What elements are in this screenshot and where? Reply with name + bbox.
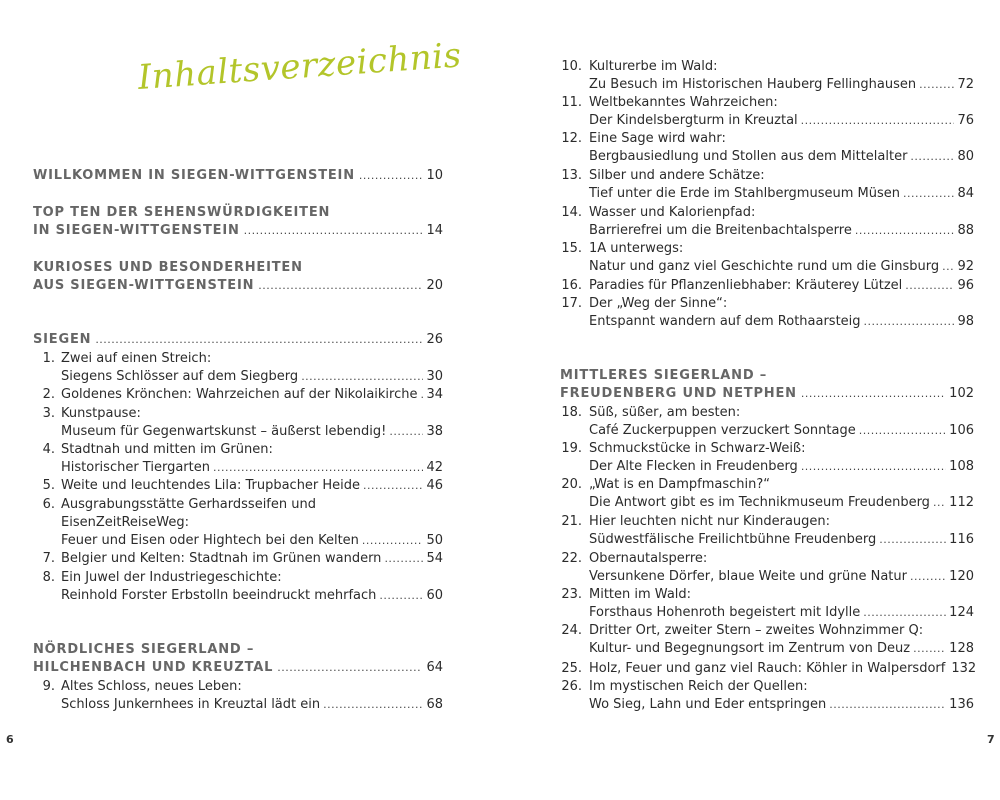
toc-entry	[560, 130, 974, 166]
entry-title: Süß, süßer, am besten:	[589, 405, 741, 420]
toc-entry	[560, 622, 974, 658]
entry-title: Mitten im Wald:	[589, 587, 692, 602]
page-number: 76	[957, 113, 974, 128]
page-number: 80	[957, 149, 974, 164]
entry-title: Eine Sage wird wahr:	[589, 131, 726, 146]
entry-subtitle: Barrierefrei um die Breitenbachtalsperre	[589, 223, 852, 238]
toc-entry	[560, 476, 974, 512]
entry-number: 21.	[561, 514, 582, 529]
entry-number: 24.	[561, 623, 582, 638]
entry-number: 12.	[561, 131, 582, 146]
page-number: 112	[949, 495, 974, 510]
section-heading	[33, 641, 443, 677]
entry-subtitle: Siegens Schlösser auf dem Siegberg	[61, 369, 299, 384]
entry-title: Weltbekanntes Wahrzeichen:	[589, 95, 778, 110]
entry-title: Goldenes Krönchen: Wahrzeichen auf der Nikolaikirche	[61, 387, 418, 402]
page-number-left: 6	[6, 733, 14, 746]
heading-text: IN SIEGEN-WITTGENSTEIN	[33, 223, 240, 238]
entry-subtitle: Bergbausiedlung und Stollen aus dem Mittelalter	[589, 149, 908, 164]
entry-subtitle: Natur und ganz viel Geschichte rund um die Ginsburg	[589, 259, 940, 274]
toc-entry	[33, 386, 443, 404]
page-number: 88	[957, 223, 974, 238]
entry-title: Belgier und Kelten: Stadtnah im Grünen wandern	[61, 551, 382, 566]
entry-subtitle: Der Alte Flecken in Freudenberg	[589, 459, 798, 474]
toc-entry	[33, 569, 443, 605]
entry-subtitle: Wo Sieg, Lahn und Eder entspringen	[589, 697, 827, 712]
page-number: 64	[426, 660, 443, 675]
page-number: 30	[426, 369, 443, 384]
heading-text: HILCHENBACH UND KREUZTAL	[33, 660, 274, 675]
entry-number: 1.	[42, 351, 55, 366]
page-number: 128	[949, 641, 974, 656]
heading-text: SIEGEN	[33, 332, 92, 347]
entry-number: 17.	[561, 296, 582, 311]
entry-title: Wasser und Kalorienpfad:	[589, 205, 756, 220]
page-number: 124	[949, 605, 974, 620]
toc-entry	[33, 550, 443, 568]
entry-title: Kunstpause:	[61, 406, 141, 421]
entry-title: Der „Weg der Sinne“:	[589, 296, 728, 311]
toc-entry	[560, 513, 974, 549]
dotted-separator	[33, 318, 445, 324]
heading-text: TOP TEN DER SEHENSWÜRDIGKEITEN	[33, 205, 331, 220]
entry-title: Zwei auf einen Streich:	[61, 351, 212, 366]
page-number: 42	[426, 460, 443, 475]
entry-subtitle: Historischer Tiergarten	[61, 460, 210, 475]
toc-entry	[33, 678, 443, 714]
entry-number: 5.	[42, 478, 55, 493]
toc-entry	[33, 496, 443, 550]
entry-subtitle: Zu Besuch im Historischen Hauberg Fellinghausen	[589, 77, 917, 92]
heading-text: NÖRDLICHES SIEGERLAND –	[33, 642, 255, 657]
entry-title: Weite und leuchtendes Lila: Trupbacher Heide	[61, 478, 361, 493]
page-number: 84	[957, 186, 974, 201]
toc-entry	[560, 586, 974, 622]
entry-number: 18.	[561, 405, 582, 420]
toc-entry	[560, 58, 974, 94]
page-number: 46	[426, 478, 443, 493]
entry-subtitle: Die Antwort gibt es im Technikmuseum Freudenberg	[589, 495, 930, 510]
heading-text: AUS SIEGEN-WITTGENSTEIN	[33, 278, 255, 293]
entry-number: 26.	[561, 679, 582, 694]
entry-number: 13.	[561, 168, 582, 183]
toc-entry	[33, 405, 443, 441]
heading-text: MITTLERES SIEGERLAND –	[560, 368, 768, 383]
entry-number: 16.	[561, 278, 582, 293]
section-heading	[560, 367, 974, 403]
entry-title: 1A unterwegs:	[589, 241, 684, 256]
section-heading	[33, 204, 443, 240]
entry-number: 4.	[42, 442, 55, 457]
page-number: 72	[957, 77, 974, 92]
page-number: 116	[949, 532, 974, 547]
section-heading	[33, 259, 443, 295]
page-number: 136	[949, 697, 974, 712]
entry-number: 19.	[561, 441, 582, 456]
toc-entry	[33, 477, 443, 495]
page-number: 60	[426, 588, 443, 603]
entry-number: 6.	[42, 497, 55, 512]
entry-number: 14.	[561, 205, 582, 220]
page-number: 68	[426, 697, 443, 712]
section-heading	[33, 167, 443, 185]
page-number: 26	[426, 332, 443, 347]
entry-title: Hier leuchten nicht nur Kinderaugen:	[589, 514, 831, 529]
entry-subtitle: Reinhold Forster Erbstolln beeindruckt mehrfach	[61, 588, 377, 603]
page-number: 92	[957, 259, 974, 274]
entry-title: Paradies für Pflanzenliebhaber: Kräuterey Lützel	[589, 278, 903, 293]
toc-title: Inhaltsverzeichnis	[136, 35, 463, 98]
entry-subtitle: Café Zuckerpuppen verzuckert Sonntage	[589, 423, 856, 438]
toc-entry	[560, 295, 974, 331]
entry-number: 9.	[42, 679, 55, 694]
page-number: 102	[949, 386, 974, 401]
entry-subtitle: Forsthaus Hohenroth begeistert mit Idylle	[589, 605, 861, 620]
entry-title: EisenZeitReiseWeg:	[61, 515, 190, 530]
page-number: 14	[426, 223, 443, 238]
entry-subtitle: Schloss Junkernhees in Kreuztal lädt ein	[61, 697, 321, 712]
entry-title: Altes Schloss, neues Leben:	[61, 679, 242, 694]
page-number: 106	[949, 423, 974, 438]
dotted-separator	[560, 352, 976, 358]
page-number: 98	[957, 314, 974, 329]
right-page	[500, 0, 1000, 800]
entry-title: Silber und andere Schätze:	[589, 168, 765, 183]
entry-subtitle: Feuer und Eisen oder Hightech bei den Kelten	[61, 533, 359, 548]
dotted-separator	[33, 628, 445, 634]
toc-entry	[560, 167, 974, 203]
toc-entry	[33, 441, 443, 477]
entry-number: 20.	[561, 477, 582, 492]
toc-entry	[560, 94, 974, 130]
entry-number: 11.	[561, 95, 582, 110]
entry-subtitle: Der Kindelsbergturm in Kreuztal	[589, 113, 798, 128]
entry-title: Ein Juwel der Industriegeschichte:	[61, 570, 282, 585]
toc-entry	[560, 550, 974, 586]
toc-entry	[560, 240, 974, 276]
entry-number: 15.	[561, 241, 582, 256]
entry-number: 22.	[561, 551, 582, 566]
page-number-right: 7	[987, 733, 995, 746]
page-number: 38	[426, 424, 443, 439]
page-number: 10	[426, 168, 443, 183]
entry-title: Kulturerbe im Wald:	[589, 59, 718, 74]
entry-title: Obernautalsperre:	[589, 551, 708, 566]
toc-entry	[560, 204, 974, 240]
entry-subtitle: Entspannt wandern auf dem Rothaarsteig	[589, 314, 861, 329]
entry-number: 7.	[42, 551, 55, 566]
entry-title: Im mystischen Reich der Quellen:	[589, 679, 808, 694]
entry-number: 8.	[42, 570, 55, 585]
entry-number: 23.	[561, 587, 582, 602]
page-number: 132	[951, 661, 977, 676]
page-number: 20	[426, 278, 443, 293]
section-heading	[33, 331, 443, 349]
heading-text: WILLKOMMEN IN SIEGEN-WITTGENSTEIN	[33, 168, 355, 183]
page-number: 50	[426, 533, 443, 548]
toc-entry	[560, 660, 977, 678]
entry-subtitle: Südwestfälische Freilichtbühne Freudenberg	[589, 532, 877, 547]
page-number: 34	[426, 387, 443, 402]
entry-subtitle: Tief unter die Erde im Stahlbergmuseum Müsen	[589, 186, 900, 201]
page-number: 54	[426, 551, 443, 566]
entry-number: 25.	[561, 661, 582, 676]
entry-number: 2.	[42, 387, 55, 402]
page-number: 96	[957, 278, 974, 293]
page-number: 108	[949, 459, 974, 474]
entry-title: Dritter Ort, zweiter Stern – zweites Wohnzimmer Q:	[589, 623, 924, 638]
entry-number: 3.	[42, 406, 55, 421]
toc-entry	[33, 350, 443, 386]
heading-text: KURIOSES UND BESONDERHEITEN	[33, 260, 303, 275]
toc-entry	[560, 277, 974, 295]
entry-subtitle: Kultur- und Begegnungsort im Zentrum von Deuz	[589, 641, 911, 656]
toc-entry	[560, 404, 974, 440]
entry-subtitle: Museum für Gegenwartskunst – äußerst lebendig!	[61, 424, 387, 439]
page-number: 120	[949, 569, 974, 584]
entry-title: Stadtnah und mitten im Grünen:	[61, 442, 273, 457]
toc-entry	[560, 440, 974, 476]
entry-title: Schmuckstücke in Schwarz-Weiß:	[589, 441, 806, 456]
heading-text: FREUDENBERG UND NETPHEN	[560, 386, 797, 401]
entry-title: Ausgrabungsstätte Gerhardsseifen und	[61, 497, 316, 512]
entry-title: Holz, Feuer und ganz viel Rauch: Köhler in Walpersdorf	[589, 661, 946, 676]
entry-subtitle: Versunkene Dörfer, blaue Weite und grüne Natur	[589, 569, 907, 584]
entry-number: 10.	[561, 59, 582, 74]
toc-entry	[560, 678, 974, 714]
entry-title: „Wat is en Dampfmaschin?“	[589, 477, 770, 492]
